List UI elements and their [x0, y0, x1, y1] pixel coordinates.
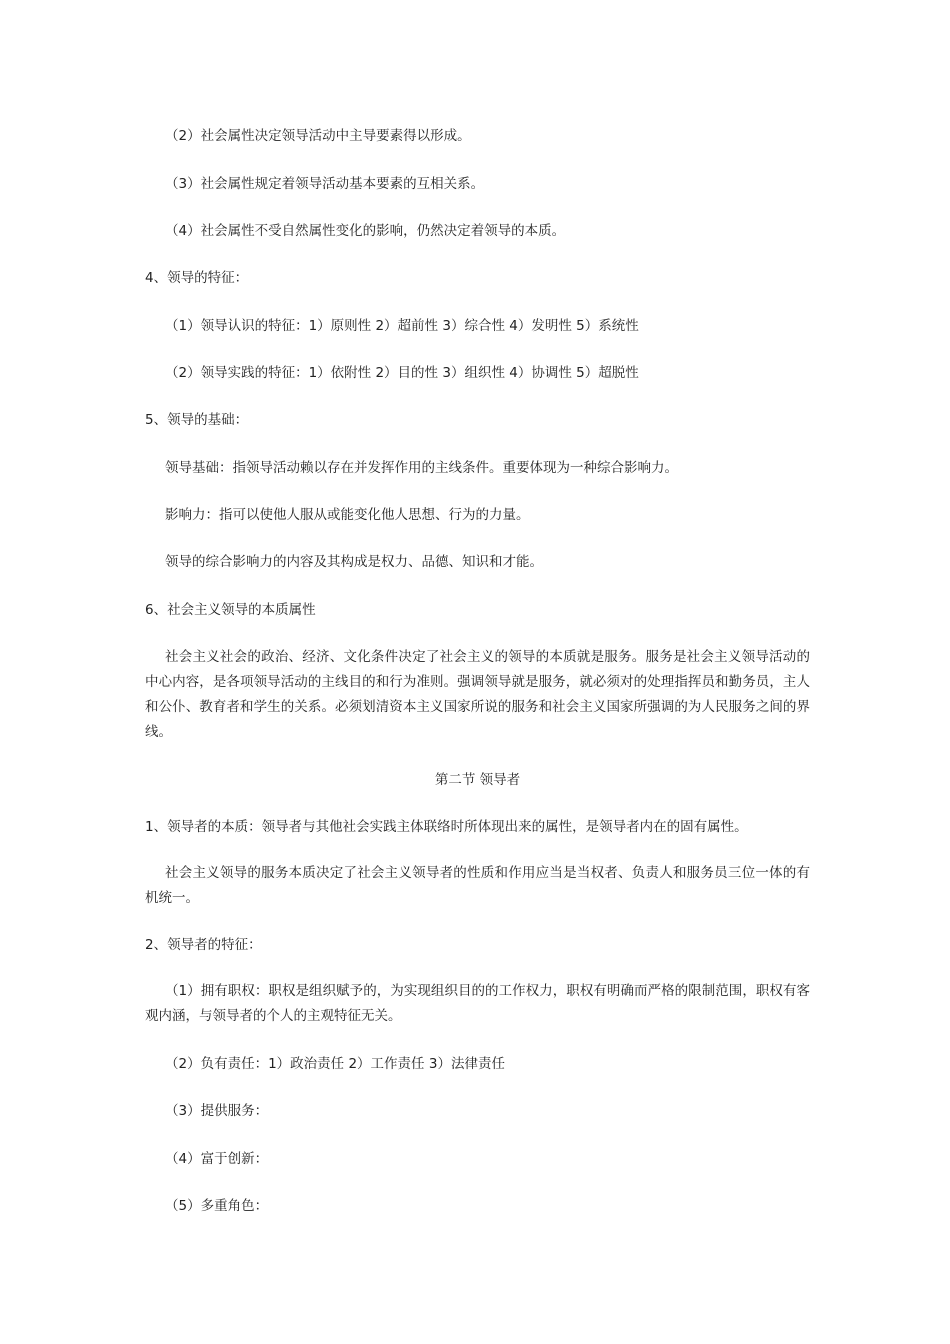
- text-line: （4）社会属性不受自然属性变化的影响，仍然决定着领导的本质。: [165, 223, 566, 239]
- text-line: （2）负有责任：1）政治责任 2）工作责任 3）法律责任: [165, 1056, 505, 1072]
- section-heading: 5、领导的基础：: [145, 412, 249, 428]
- section-heading: 6、社会主义领导的本质属性: [145, 602, 316, 618]
- paragraph: （1）拥有职权：职权是组织赋予的，为实现组织目的的工作权力，职权有明确而严格的限制范围，职权有客观内涵，与领导者的个人的主观特征无关。: [145, 983, 810, 1024]
- text-line: （4）富于创新：: [165, 1151, 269, 1167]
- section-heading: 4、领导的特征：: [145, 270, 249, 286]
- text-line: （2）领导实践的特征：1）依附性 2）目的性 3）组织性 4）协调性 5）超脱性: [165, 365, 639, 381]
- text-line: （3）社会属性规定着领导活动基本要素的互相关系。: [165, 176, 485, 192]
- chapter-section-title: 第二节 领导者: [434, 772, 521, 788]
- text-line: 影响力：指可以使他人服从或能变化他人思想、行为的力量。: [165, 507, 530, 523]
- text-line: 领导基础：指领导活动赖以存在并发挥作用的主线条件。重要体现为一种综合影响力。: [165, 460, 678, 476]
- paragraph: 社会主义领导的服务本质决定了社会主义领导者的性质和作用应当是当权者、负责人和服务员三位一体的有机统一。: [145, 865, 810, 906]
- paragraph: 社会主义社会的政治、经济、文化条件决定了社会主义的领导的本质就是服务。服务是社会主义领导活动的中心内容，是各项领导活动的主线目的和行为准则。强调领导就是服务，就必须对的处理指挥员和勤务员，主人和公仆、教育者和学生的关系。必须划清资本主义国家所说的服务和社会主义国家所强调的为人民服务之间的界线。: [145, 649, 810, 740]
- section-heading: 1、领导者的本质：领导者与其他社会实践主体联络时所体现出来的属性，是领导者内在的固有属性。: [145, 819, 748, 835]
- text-line: （5）多重角色：: [165, 1198, 269, 1214]
- text-line: （1）领导认识的特征：1）原则性 2）超前性 3）综合性 4）发明性 5）系统性: [165, 318, 639, 334]
- text-line: （3）提供服务：: [165, 1103, 269, 1119]
- text-line: （2）社会属性决定领导活动中主导要素得以形成。: [165, 128, 471, 144]
- text-line: 领导的综合影响力的内容及其构成是权力、品德、知识和才能。: [165, 554, 543, 570]
- section-heading: 2、领导者的特征：: [145, 937, 262, 953]
